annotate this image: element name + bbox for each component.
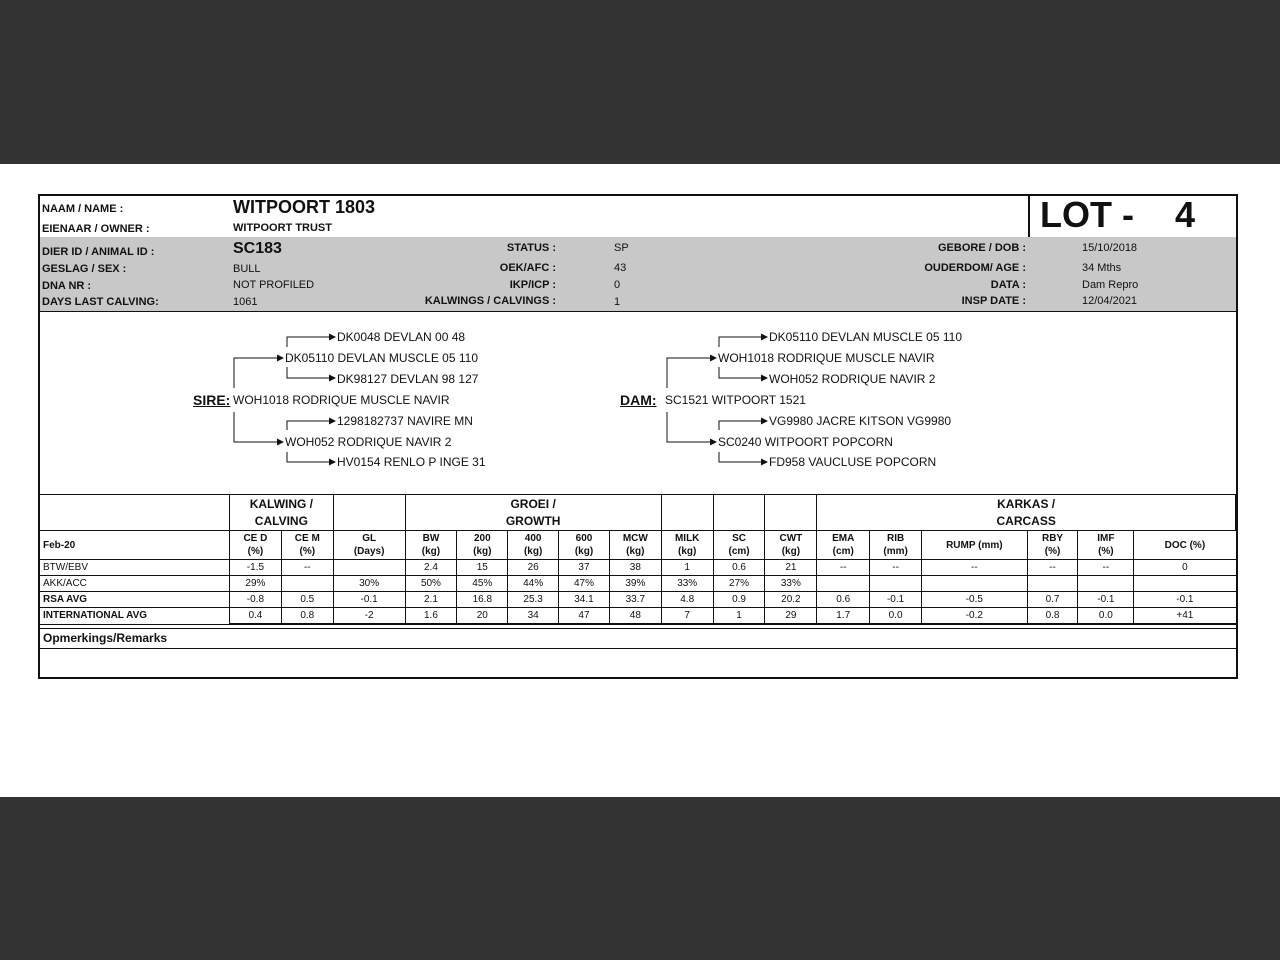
table-cell: -0.8 — [229, 592, 281, 608]
table-cell: 44% — [508, 576, 559, 592]
table-cell: -- — [922, 560, 1028, 576]
table-cell: 25.3 — [508, 592, 559, 608]
table-cell: 0.0 — [1078, 608, 1134, 625]
column-header: 400 (kg) — [508, 531, 559, 560]
table-cell: 1 — [661, 560, 713, 576]
column-header: RUMP (mm) — [922, 531, 1028, 560]
table-cell: 0.6 — [713, 560, 765, 576]
table-cell: 26 — [508, 560, 559, 576]
table-cell: 1.6 — [405, 608, 457, 625]
table-cell — [1134, 576, 1236, 592]
table-cell: 16.8 — [457, 592, 508, 608]
table-cell: 33% — [765, 576, 817, 592]
table-cell: -0.2 — [922, 608, 1028, 625]
calvings-label: KALWINGS / CALVINGS : — [424, 295, 556, 307]
card-header — [40, 196, 1236, 238]
table-row — [40, 560, 1236, 576]
sire-label: SIRE: — [193, 392, 231, 408]
status-label: STATUS : — [506, 242, 556, 254]
lot-card — [38, 194, 1238, 679]
table-cell: 47 — [559, 608, 610, 625]
table-cell: 47% — [559, 576, 610, 592]
row-label: RSA AVG — [40, 592, 229, 608]
column-header: RBY (%) — [1027, 531, 1078, 560]
dam: SC1521 WITPOORT 1521 — [665, 393, 806, 407]
table-cell — [281, 576, 333, 592]
table-cell: -- — [281, 560, 333, 576]
age-value: 34 Mths — [1082, 262, 1122, 274]
column-header: CE D (%) — [229, 531, 281, 560]
table-cell — [870, 576, 922, 592]
table-cell: -2 — [333, 608, 405, 625]
status-value: SP — [614, 242, 629, 254]
table-cell: 1.7 — [817, 608, 870, 625]
table-cell — [1078, 576, 1134, 592]
table-cell: 2.1 — [405, 592, 457, 608]
period-label: Feb-20 — [40, 531, 229, 560]
table-cell: -0.5 — [922, 592, 1028, 608]
table-cell: -0.1 — [333, 592, 405, 608]
table-cell: 0.7 — [1027, 592, 1078, 608]
table-cell: 33% — [661, 576, 713, 592]
table-cell: 1 — [713, 608, 765, 625]
table-cell: 50% — [405, 576, 457, 592]
table-cell: +41 — [1134, 608, 1236, 625]
table-cell: 0.8 — [1027, 608, 1078, 625]
group-header-row — [40, 495, 1236, 531]
dam-label: DAM: — [620, 392, 657, 408]
calvings-value: 1 — [614, 296, 621, 308]
table-cell: 33.7 — [609, 592, 661, 608]
column-header-row — [40, 531, 1236, 560]
table-cell — [817, 576, 870, 592]
insp-date-value: 12/04/2021 — [1082, 295, 1138, 307]
remarks-label: Opmerkings/Remarks — [43, 631, 168, 645]
dna-label: DNA NR : — [42, 280, 92, 292]
column-header: CWT (kg) — [765, 531, 817, 560]
column-header: BW (kg) — [405, 531, 457, 560]
row-label: AKK/ACC — [40, 576, 229, 592]
table-cell: -0.1 — [1078, 592, 1134, 608]
sire-sire: DK05110 DEVLAN MUSCLE 05 110 — [285, 351, 478, 365]
lot-label: LOT - — [1040, 194, 1134, 235]
column-header: RIB (mm) — [870, 531, 922, 560]
growth-group: GROEI / GROWTH — [405, 495, 661, 531]
sire-dam-sire: 1298182737 NAVIRE MN — [337, 414, 473, 428]
table-cell: 0.9 — [713, 592, 765, 608]
icp-label: IKP/ICP : — [509, 279, 556, 291]
table-cell: 45% — [457, 576, 508, 592]
table-cell — [333, 560, 405, 576]
table-cell: -0.1 — [870, 592, 922, 608]
table-cell: 0 — [1134, 560, 1236, 576]
remarks-bar — [40, 628, 1236, 649]
name-label: NAAM / NAME : — [42, 203, 124, 215]
animal-name: WITPOORT 1803 — [233, 197, 376, 217]
table-cell: 0.0 — [870, 608, 922, 625]
sex-value: BULL — [233, 263, 261, 275]
table-cell: 7 — [661, 608, 713, 625]
table-row — [40, 608, 1236, 625]
afc-label: OEK/AFC : — [499, 262, 556, 274]
table-cell: 29% — [229, 576, 281, 592]
table-cell: 34 — [508, 608, 559, 625]
dob-value: 15/10/2018 — [1082, 242, 1138, 254]
sheet — [0, 164, 1280, 797]
column-header: MCW (kg) — [609, 531, 661, 560]
column-header: DOC (%) — [1134, 531, 1236, 560]
row-label: INTERNATIONAL AVG — [40, 608, 229, 625]
carcass-group: KARKAS / CARCASS — [817, 495, 1236, 531]
table-cell: 30% — [333, 576, 405, 592]
column-header: EMA (cm) — [817, 531, 870, 560]
table-cell: 4.8 — [661, 592, 713, 608]
table-cell: 34.1 — [559, 592, 610, 608]
table-cell — [922, 576, 1028, 592]
table-cell: 0.4 — [229, 608, 281, 625]
table-cell: 0.8 — [281, 608, 333, 625]
table-cell: 27% — [713, 576, 765, 592]
data-label: DATA : — [990, 279, 1026, 291]
dam-sire: WOH1018 RODRIQUE MUSCLE NAVIR — [718, 351, 935, 365]
sire-dam: WOH052 RODRIQUE NAVIR 2 — [285, 435, 452, 449]
insp-date-label: INSP DATE : — [961, 295, 1026, 307]
animal-id-label: DIER ID / ANIMAL ID : — [42, 246, 155, 258]
dob-label: GEBORE / DOB : — [937, 242, 1026, 254]
table-cell: -- — [1027, 560, 1078, 576]
table-cell: 48 — [609, 608, 661, 625]
table-cell: -0.1 — [1134, 592, 1236, 608]
column-header: GL (Days) — [333, 531, 405, 560]
pedigree — [40, 312, 1236, 494]
table-cell: 21 — [765, 560, 817, 576]
table-row — [40, 576, 1236, 592]
lot-box — [1028, 196, 1236, 237]
age-label: OUDERDOM/ AGE : — [924, 262, 1026, 274]
table-cell: 2.4 — [405, 560, 457, 576]
dam-dam-dam: FD958 VAUCLUSE POPCORN — [769, 455, 937, 469]
icp-value: 0 — [614, 279, 621, 291]
days-label: DAYS LAST CALVING: — [42, 296, 159, 308]
table-cell: -- — [1078, 560, 1134, 576]
table-cell: -1.5 — [229, 560, 281, 576]
table-cell: 15 — [457, 560, 508, 576]
afc-value: 43 — [614, 262, 627, 274]
column-header: 600 (kg) — [559, 531, 610, 560]
animal-id-value: SC183 — [233, 240, 282, 257]
row-label: BTW/EBV — [40, 560, 229, 576]
owner-value: WITPOORT TRUST — [233, 222, 332, 234]
dam-sire-dam: WOH052 RODRIQUE NAVIR 2 — [769, 372, 936, 386]
dam-dam-sire: VG9980 JACRE KITSON VG9980 — [769, 414, 952, 428]
lot-number: 4 — [1175, 194, 1196, 235]
dam-sire-sire: DK05110 DEVLAN MUSCLE 05 110 — [769, 330, 962, 344]
sire: WOH1018 RODRIQUE MUSCLE NAVIR — [233, 393, 450, 407]
table-cell: 0.6 — [817, 592, 870, 608]
owner-label: EIENAAR / OWNER : — [42, 223, 150, 235]
column-header: MILK (kg) — [661, 531, 713, 560]
column-header: SC (cm) — [713, 531, 765, 560]
dna-value: NOT PROFILED — [233, 279, 315, 291]
column-header: IMF (%) — [1078, 531, 1134, 560]
table-cell: 29 — [765, 608, 817, 625]
table-cell: -- — [870, 560, 922, 576]
stats-table — [40, 494, 1236, 625]
table-cell: 20 — [457, 608, 508, 625]
table-cell: 20.2 — [765, 592, 817, 608]
table-row — [40, 592, 1236, 608]
calving-group: KALWING / CALVING — [229, 495, 333, 531]
column-header: CE M (%) — [281, 531, 333, 560]
sex-label: GESLAG / SEX : — [42, 263, 127, 275]
sire-dam-dam: HV0154 RENLO P INGE 31 — [337, 455, 486, 469]
sire-sire-sire: DK0048 DEVLAN 00 48 — [337, 330, 466, 344]
days-value: 1061 — [233, 296, 258, 308]
table-cell: 39% — [609, 576, 661, 592]
details-band — [40, 237, 1236, 312]
table-cell: 38 — [609, 560, 661, 576]
table-cell — [1027, 576, 1078, 592]
table-cell: -- — [817, 560, 870, 576]
dam-dam: SC0240 WITPOORT POPCORN — [718, 435, 893, 449]
data-value: Dam Repro — [1082, 279, 1139, 291]
table-cell: 37 — [559, 560, 610, 576]
table-cell: 0.5 — [281, 592, 333, 608]
sire-sire-dam: DK98127 DEVLAN 98 127 — [337, 372, 479, 386]
column-header: 200 (kg) — [457, 531, 508, 560]
